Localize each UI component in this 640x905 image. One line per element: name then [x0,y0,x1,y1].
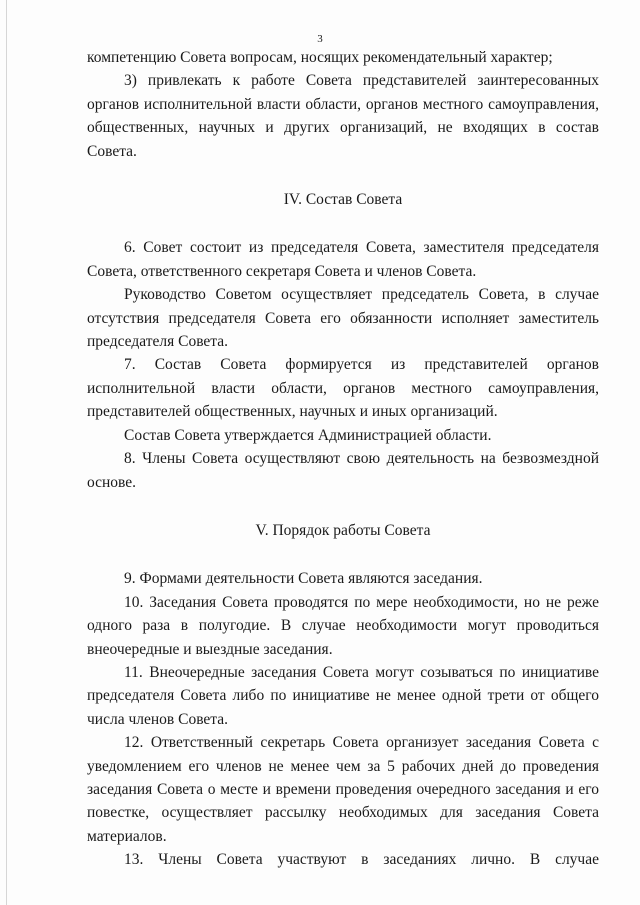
paragraph-10: 10. Заседания Совета проводятся по мере необходимости, но не реже одного раза в полугодие. В случае необходимости могут проводиться внеочередные и выездные заседания. [87,593,599,658]
paragraph-11: 11. Внеочередные заседания Совета могут созываться по инициативе председателя Совета либо по инициативе не менее одной трети от общего числа членов Совета. [87,663,599,728]
paragraph-8: 8. Члены Совета осуществляют свою деятельность на безвозмездной основе. [87,450,599,491]
section-heading-iv: IV. Состав Совета [283,191,403,209]
paragraph-6: 6. Совет состоит из председателя Совета, заместителя председателя Совета, ответственного секретаря Совета и членов Совета. [87,239,599,280]
paragraph-9: 9. Формами деятельности Совета являются заседания. [124,570,483,588]
document-body [87,46,599,872]
paragraph-7: 7. Состав Совета формируется из представителей органов исполнительной власти области, органов местного самоуправления, представителей общественных, научных и иных организаций. [87,356,599,421]
paragraph-6-leadership: Руководство Советом осуществляет председатель Совета, в случае отсутствия председателя Совета его обязанности исполняет заместитель председателя Совета. [87,286,599,351]
paragraph-12: 12. Ответственный секретарь Совета организует заседания Совета с уведомлением его членов не менее чем за 5 рабочих дней до проведения заседания Совета о месте и времени проведения очередного заседания и его повестке, осуществляет рассылку необходимых для заседания Совета материалов. [87,734,599,845]
paragraph-13: 13. Члены Совета участвуют в заседаниях лично. В случае [124,851,599,869]
paragraph-7-approval: Состав Совета утверждается Администрацией области. [124,426,492,444]
page-edge [6,0,7,905]
paragraph-continuation: компетенцию Совета вопросам, носящих рекомендательный характер; [87,49,553,66]
page-number: 3 [317,33,323,45]
section-heading-v: V. Порядок работы Совета [255,521,431,539]
paragraph-item-3: 3) привлекать к работе Совета представителей заинтересованных органов исполнительной власти области, органов местного самоуправления, общественных, научных и других организаций, не входящих в состав Совета. [87,72,599,160]
